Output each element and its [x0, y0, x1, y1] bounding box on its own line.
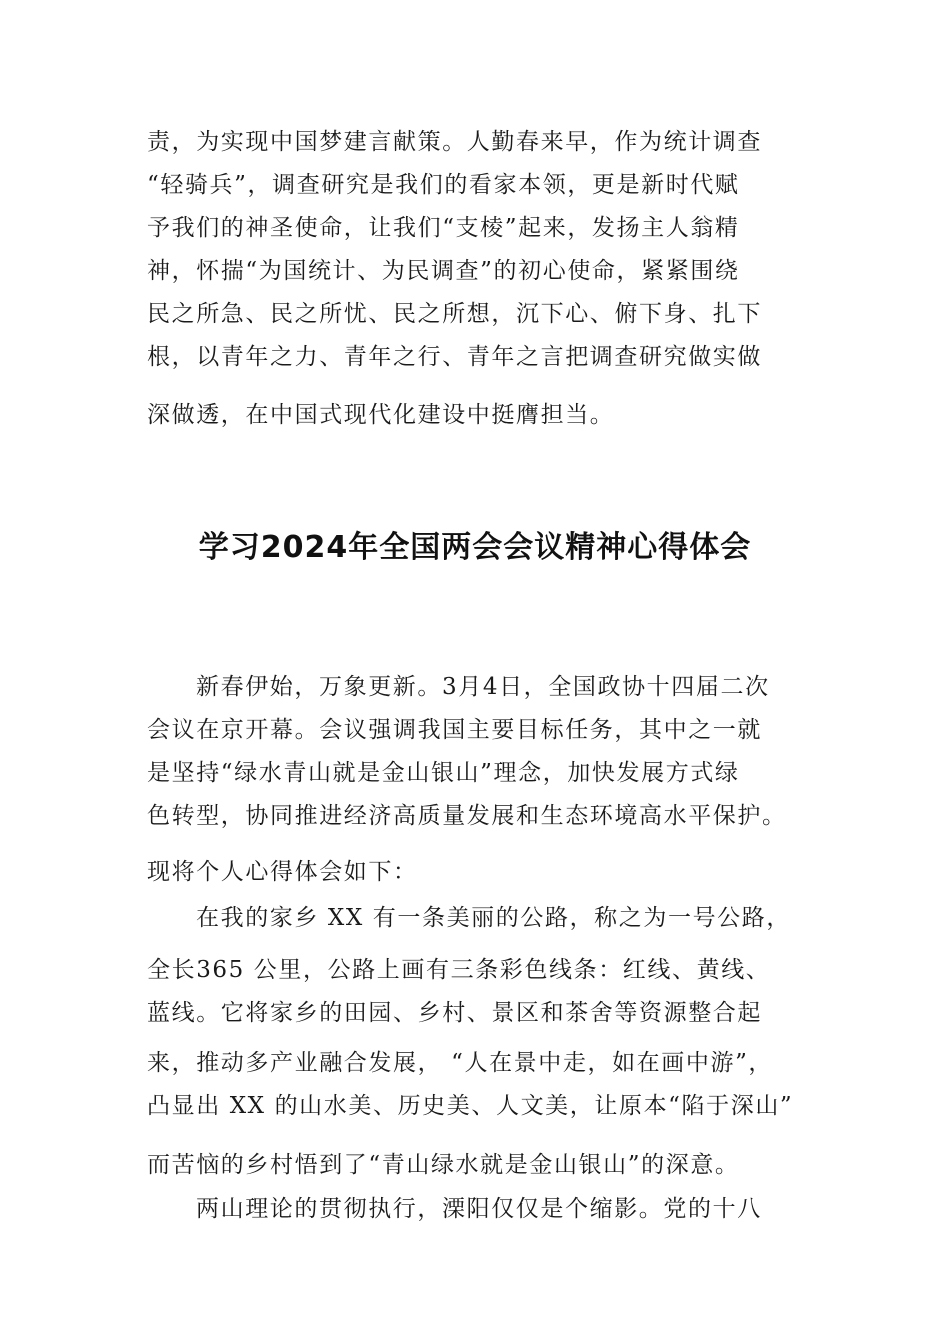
text-line: 神，怀揣“为国统计、为民调查”的初心使命，紧紧围绕 [147, 258, 740, 284]
text-line: 新春伊始，万象更新。3月4日，全国政协十四届二次 [196, 674, 770, 700]
text-line: 色转型，协同推进经济高质量发展和生态环境高水平保护。 [147, 803, 787, 829]
text-line: 现将个人心得体会如下： [147, 859, 418, 885]
text-line: “轻骑兵”，调查研究是我们的看家本领，更是新时代赋 [147, 172, 740, 198]
text-line: 两山理论的贯彻执行，溧阳仅仅是个缩影。党的十八 [196, 1196, 762, 1222]
text-line: 而苦恼的乡村悟到了“青山绿水就是金山银山”的深意。 [147, 1152, 740, 1178]
text-line: 会议在京开幕。会议强调我国主要目标任务，其中之一就 [147, 717, 762, 743]
text-line: 在我的家乡 XX 有一条美丽的公路，称之为一号公路， [196, 905, 791, 931]
text-line: 蓝线。它将家乡的田园、乡村、景区和茶舍等资源整合起 [147, 1000, 762, 1026]
text-line: 凸显出 XX 的山水美、历史美、人文美，让原本“陷于深山” [147, 1093, 794, 1119]
text-line: 全长365 公里，公路上画有三条彩色线条：红线、黄线、 [147, 957, 771, 983]
text-line: 是坚持“绿水青山就是金山银山”理念，加快发展方式绿 [147, 760, 740, 786]
text-line: 予我们的神圣使命，让我们“支棱”起来，发扬主人翁精 [147, 215, 740, 241]
text-line: 深做透，在中国式现代化建设中挺膺担当。 [147, 402, 615, 428]
text-line: 责，为实现中国梦建言献策。人勤春来早，作为统计调查 [147, 129, 762, 155]
text-line: 来，推动多产业融合发展， “人在景中走，如在画中游”， [147, 1050, 774, 1076]
text-line: 民之所急、民之所忧、民之所想，沉下心、俯下身、扎下 [147, 301, 762, 327]
text-line: 根，以青年之力、青年之行、青年之言把调查研究做实做 [147, 344, 762, 370]
article-title: 学习2024年全国两会会议精神心得体会 [198, 530, 752, 565]
